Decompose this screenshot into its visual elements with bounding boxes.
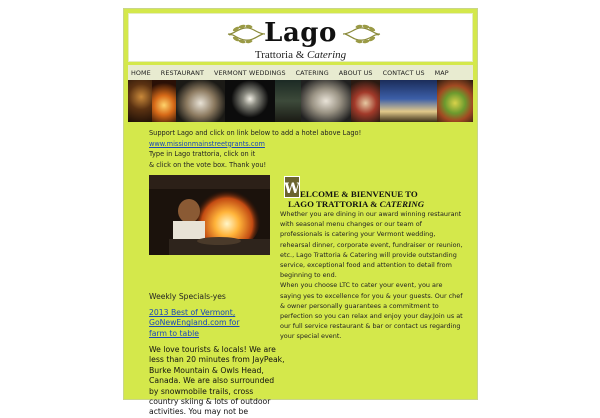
intro-line-vote: & click on the vote box. Thank you! (149, 160, 267, 169)
chef-flambe-photo (149, 175, 270, 255)
svg-text:W: W (284, 181, 300, 197)
photo-chef (128, 80, 152, 122)
flourish-right-icon (341, 23, 381, 45)
photo-plate (176, 80, 226, 122)
logo-subtitle-italic: Catering (307, 49, 347, 61)
welcome-paragraph-1: Whether you are dining in our award winning restaurant with seasonal menu changes or our team of professionals is catering your Vermont wedding, rehearsal dinner, corporate event, fundraiser or reunion, etc., Lago Trattoria & Catering will provide outstanding service, exceptional food and attention to detail from beginning to end. (280, 210, 463, 280)
nav-catering[interactable]: CATERING (295, 68, 329, 77)
logo-title[interactable]: Lago (264, 18, 337, 48)
intro-block (149, 128, 389, 170)
nav-home[interactable]: HOME (131, 68, 151, 77)
welcome-body (280, 209, 463, 342)
chef-photo-art (149, 175, 270, 255)
photo-strip (128, 80, 473, 122)
nav-contact-us[interactable]: CONTACT US (382, 68, 425, 77)
welcome-title-line2: LAGO TRATTORIA & CATERING (288, 199, 425, 209)
intro-line-type: Type in Lago trattoria, click on it (149, 150, 256, 159)
nav-vermont-weddings[interactable]: VERMONT WEDDINGS (214, 68, 286, 77)
photo-salad (437, 80, 473, 122)
nav-about-us[interactable]: ABOUT US (338, 68, 373, 77)
intro-line-support: Support Lago and click on link below to add a hotel above Lago! (149, 129, 362, 137)
site-header (128, 13, 473, 62)
photo-lantern (275, 80, 301, 122)
nav-restaurant[interactable]: RESTAURANT (160, 68, 205, 77)
tourists-paragraph: We love tourists & locals! We are less than 20 minutes from JayPeak, Burke Mountain & Owls Head, Canada. We are also surrounded by snowmobile trails, cross country skiing & lots of outdoor activities. You may not be (149, 345, 285, 417)
welcome-paragraph-2: When you choose LTC to cater your event, you are saying yes to excellence for you & your guests. Our chef & owner personally guarantees a commitment to perfection so you can relax and enjoy your day.Join us at our full service restaurant & bar or contact us regarding your special event. (280, 281, 463, 341)
photo-tent (380, 80, 437, 122)
grant-link[interactable]: www.missionmainstreetgrants.com (149, 139, 265, 148)
best-of-vermont-link[interactable]: 2013 Best of Vermont, GoNewEngland.com for farm to table (149, 308, 240, 338)
logo-subtitle-main: Trattoria & (254, 49, 308, 61)
photo-flames (152, 80, 176, 122)
page-container (123, 8, 478, 417)
welcome-title (288, 189, 458, 209)
welcome-title-line1: ELCOME & BIENVENUE TO (300, 189, 418, 199)
photo-dish (351, 80, 381, 122)
nav-map[interactable]: MAP (434, 68, 449, 77)
logo-subtitle (129, 49, 472, 61)
main-nav (128, 65, 473, 80)
photo-couple (301, 80, 351, 122)
photo-fireworks (225, 80, 275, 122)
weekly-specials-heading: Weekly Specials-yes (149, 292, 226, 301)
